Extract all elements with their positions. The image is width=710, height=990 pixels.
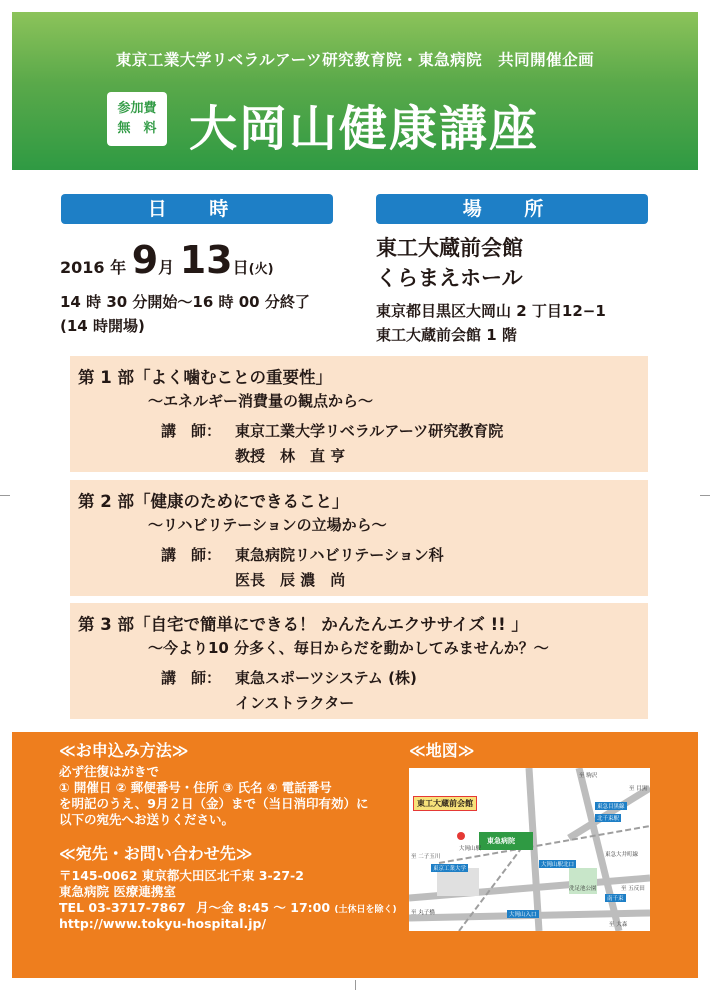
venue-name: 東工大蔵前会館 [376, 236, 523, 260]
lecturer-label: 講 師： [161, 546, 222, 564]
lecturer-label: 講 師： [161, 422, 222, 440]
part-subtitle: ～リハビリテーションの立場から～ [148, 516, 387, 534]
crop-mark [0, 495, 10, 496]
map-label-kitasenzoku: 北千束駅 [597, 816, 620, 822]
crop-mark [355, 980, 356, 990]
contact-hours: 月～金 8:45 ～ 17:00 [196, 900, 331, 915]
date-day-unit: 日 [232, 258, 249, 277]
map-label-ookayama-iriguchi: 大岡山入口 [509, 912, 537, 918]
map-label-marukoh: 至 丸子橋 [411, 910, 435, 916]
event-title: 大岡山健康講座 [189, 101, 540, 157]
venue-info [376, 233, 606, 347]
map-label-komaba: 至 駒沢 [579, 773, 598, 779]
venue-floor: 東工大蔵前会館 1 階 [376, 326, 517, 344]
venue-hall: くらまえホール [376, 266, 523, 290]
map-label-ookayama-kitaguchi: 大岡山駅北口 [541, 862, 575, 868]
map-label-meguro: 至 目黒 [629, 786, 648, 792]
datetime-label: 日 時 [61, 194, 333, 224]
map-label-minami-senzoku: 南千束 [607, 896, 624, 902]
place-label: 場 所 [376, 194, 648, 224]
part-subtitle: ～今より10 分多く、毎日からだを動かしてみませんか？～ [148, 639, 549, 657]
date-weekday: (火) [248, 262, 274, 277]
info-panel [12, 732, 698, 978]
map-label-gotanda: 至 五反田 [621, 886, 645, 892]
program-part-2 [70, 480, 648, 596]
map-campus-block [437, 868, 479, 896]
map-label-senzokuike: 洗足池公園 [569, 886, 597, 892]
event-time [60, 290, 310, 338]
map-label-tokodai: 東京工業大学 [433, 866, 467, 872]
apply-line: 以下の宛先へお送りください。 [59, 812, 235, 827]
map-label-venue: 東工大蔵前会館 [413, 796, 477, 811]
apply-heading: ≪お申込み方法≫ [59, 741, 189, 760]
contact-dept: 東急病院 医療連携室 [59, 884, 176, 899]
map-label-futako: 至 二子玉川 [411, 854, 441, 860]
date-day: 13 [179, 238, 233, 282]
access-map [409, 768, 650, 931]
time-range: 14 時 30 分開始～16 時 00 分終了 [60, 293, 310, 311]
date-month-unit: 月 [158, 258, 175, 277]
lecturer-name: インストラクター [235, 694, 355, 712]
door-open-time: (14 時開場) [60, 317, 145, 335]
map-label-oomori: 至 大森 [609, 922, 628, 928]
map-label-ookayama: 大岡山駅 [459, 846, 482, 852]
program-part-1 [70, 356, 648, 472]
lecturer-name: 教授 林 直 亨 [235, 447, 346, 465]
part-title: 第 2 部「健康のためにできること」 [78, 492, 349, 511]
lecturer-name: 医長 辰 濃 尚 [235, 571, 346, 589]
organizers: 東京工業大学リベラルアーツ研究教育院・東急病院 共同開催企画 [115, 51, 595, 69]
map-label-hospital: 東急病院 [487, 837, 515, 845]
date-month: 9 [131, 238, 159, 282]
free-badge-line2: 無 料 [117, 121, 157, 136]
apply-line: を明記のうえ、9月２日（金）まで（当日消印有効）に [59, 796, 369, 811]
crop-mark [700, 495, 710, 496]
header-banner [12, 12, 698, 170]
part-subtitle: ～エネルギー消費量の観点から～ [148, 392, 374, 410]
contact-tel: TEL 03-3717-7867 [59, 900, 186, 915]
contact-url[interactable]: http://www.tokyu-hospital.jp/ [59, 916, 267, 931]
map-road [569, 788, 650, 838]
lecturer-org: 東京工業大学リベラルアーツ研究教育院 [235, 422, 504, 440]
date-year: 2016 年 [60, 258, 127, 277]
map-label-oimachi: 東急大井町線 [605, 852, 639, 858]
lecturer-label: 講 師： [161, 669, 222, 687]
lecturer-org: 東急スポーツシステム (株) [235, 669, 417, 687]
contact-hours-note: (土休日を除く) [334, 905, 397, 915]
map-heading: ≪地図≫ [409, 741, 475, 760]
venue-address: 東京都目黒区大岡山 2 丁目12−1 [376, 302, 606, 320]
part-title: 第 3 部「自宅で簡単にできる！ かんたんエクササイズ !! 」 [78, 615, 528, 634]
apply-line: ① 開催日 ② 郵便番号・住所 ③ 氏名 ④ 電話番号 [59, 780, 332, 795]
map-label-todai: 東急目黒線 [597, 804, 625, 810]
event-date [60, 238, 274, 282]
lecturer-org: 東急病院リハビリテーション科 [235, 546, 444, 564]
free-badge-line1: 参加費 [117, 101, 157, 116]
free-badge [107, 92, 167, 146]
map-venue-pin [457, 832, 465, 840]
contact-postal: 〒145-0062 東京都大田区北千束 3-27-2 [59, 868, 304, 883]
part-title: 第 1 部「よく噛むことの重要性」 [78, 368, 332, 387]
program-part-3 [70, 603, 648, 719]
apply-line: 必ず往復はがきで [59, 764, 160, 779]
contact-heading: ≪宛先・お問い合わせ先≫ [59, 844, 253, 863]
